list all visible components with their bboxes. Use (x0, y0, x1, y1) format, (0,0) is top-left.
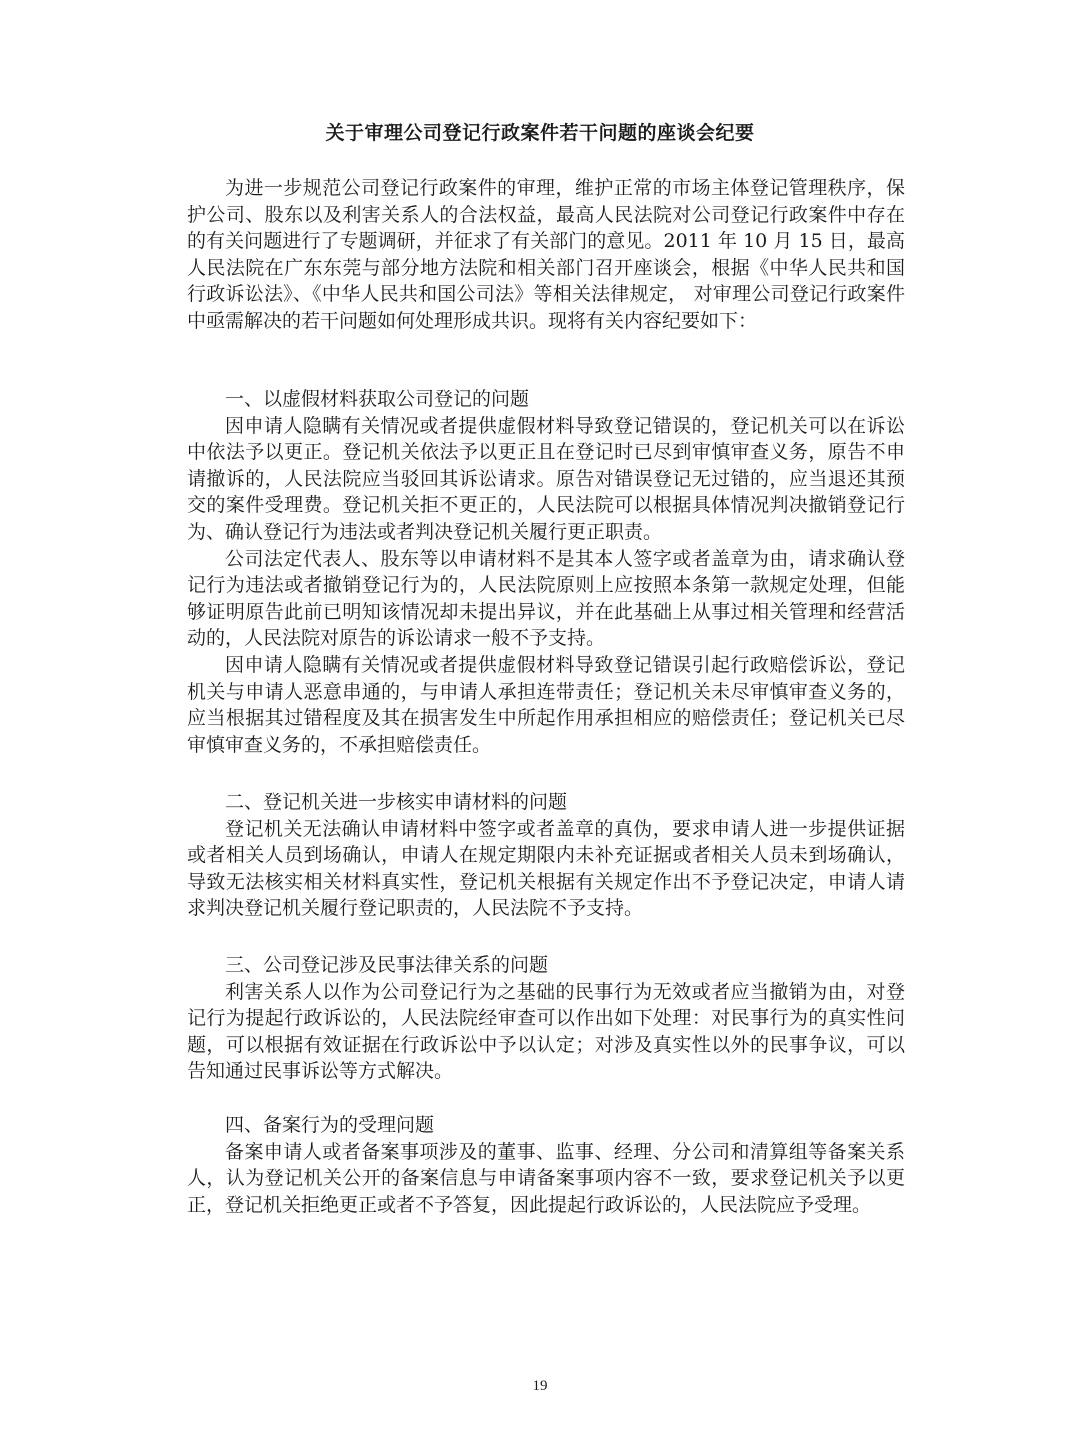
section-paragraph: 公司法定代表人、股东等以申请材料不是其本人签字或者盖章为由，请求确认登记行为违法或者撤销登记行为的，人民法院原则上应按照本条第一款规定处理，但能够证明原告此前已明知该情况却未提出异议，并在此基础上从事过相关管理和经营活动的，人民法院对原告的诉讼请求一般不予支持。 (187, 547, 905, 650)
section-2 (187, 789, 905, 922)
section-1 (187, 386, 905, 758)
page-number: 19 (532, 1378, 548, 1394)
section-paragraph: 备案申请人或者备案事项涉及的董事、监事、经理、分公司和清算组等备案关系人，认为登记机关公开的备案信息与申请备案事项内容不一致，要求登记机关予以更正，登记机关拒绝更正或者不予答复，因此提起行政诉讼的，人民法院应予受理。 (187, 1140, 905, 1216)
section-paragraph: 登记机关无法确认申请材料中签字或者盖章的真伪，要求申请人进一步提供证据或者相关人员到场确认，申请人在规定期限内未补充证据或者相关人员未到场确认，导致无法核实相关材料真实性，登记机关根据有关规定作出不予登记决定，申请人请求判决登记机关履行登记职责的，人民法院不予支持。 (187, 817, 905, 920)
section-heading: 三、公司登记涉及民事法律关系的问题 (225, 954, 549, 976)
page-title: 关于审理公司登记行政案件若干问题的座谈会纪要 (325, 122, 755, 144)
section-paragraph: 因申请人隐瞒有关情况或者提供虚假材料导致登记错误的，登记机关可以在诉讼中依法予以更正。登记机关依法予以更正且在登记时已尽到审慎审查义务，原告不申请撤诉的，人民法院应当驳回其诉讼请求。原告对错误登记无过错的，应当退还其预交的案件受理费。登记机关拒不更正的，人民法院可以根据具体情况判决撤销登记行为、确认登记行为违法或者判决登记机关履行更正职责。 (187, 414, 905, 543)
intro-block (187, 175, 905, 335)
intro-paragraph: 为进一步规范公司登记行政案件的审理，维护正常的市场主体登记管理秩序，保护公司、股东以及利害关系人的合法权益，最高人民法院对公司登记行政案件中存在的有关问题进行了专题调研，并征求了有关部门的意见。2011 年 10 月 15 日，最高人民法院在广东东莞与部分地方法院和相关部门召开座谈会，根据《中华人民共和国行政诉讼法》、《中华人民共和国公司法》等相关法律规定， 对审理公司登记行政案件中亟需解决的若干问题如何处理形成共识。现将有关内容纪要如下： (187, 177, 905, 332)
section-heading: 四、备案行为的受理问题 (225, 1114, 435, 1136)
section-heading: 一、以虚假材料获取公司登记的问题 (225, 388, 530, 410)
section-paragraph: 因申请人隐瞒有关情况或者提供虚假材料导致登记错误引起行政赔偿诉讼，登记机关与申请人恶意串通的，与申请人承担连带责任；登记机关未尽审慎审查义务的，应当根据其过错程度及其在损害发生中所起作用承担相应的赔偿责任；登记机关已尽审慎审查义务的，不承担赔偿责任。 (187, 653, 905, 756)
section-paragraph: 利害关系人以作为公司登记行为之基础的民事行为无效或者应当撤销为由，对登记行为提起行政诉讼的，人民法院经审查可以作出如下处理：对民事行为的真实性问题，可以根据有效证据在行政诉讼中予以认定；对涉及真实性以外的民事争议，可以告知通过民事诉讼等方式解决。 (187, 980, 905, 1083)
section-4 (187, 1112, 905, 1218)
section-heading: 二、登记机关进一步核实申请材料的问题 (225, 791, 568, 813)
section-3 (187, 952, 905, 1085)
